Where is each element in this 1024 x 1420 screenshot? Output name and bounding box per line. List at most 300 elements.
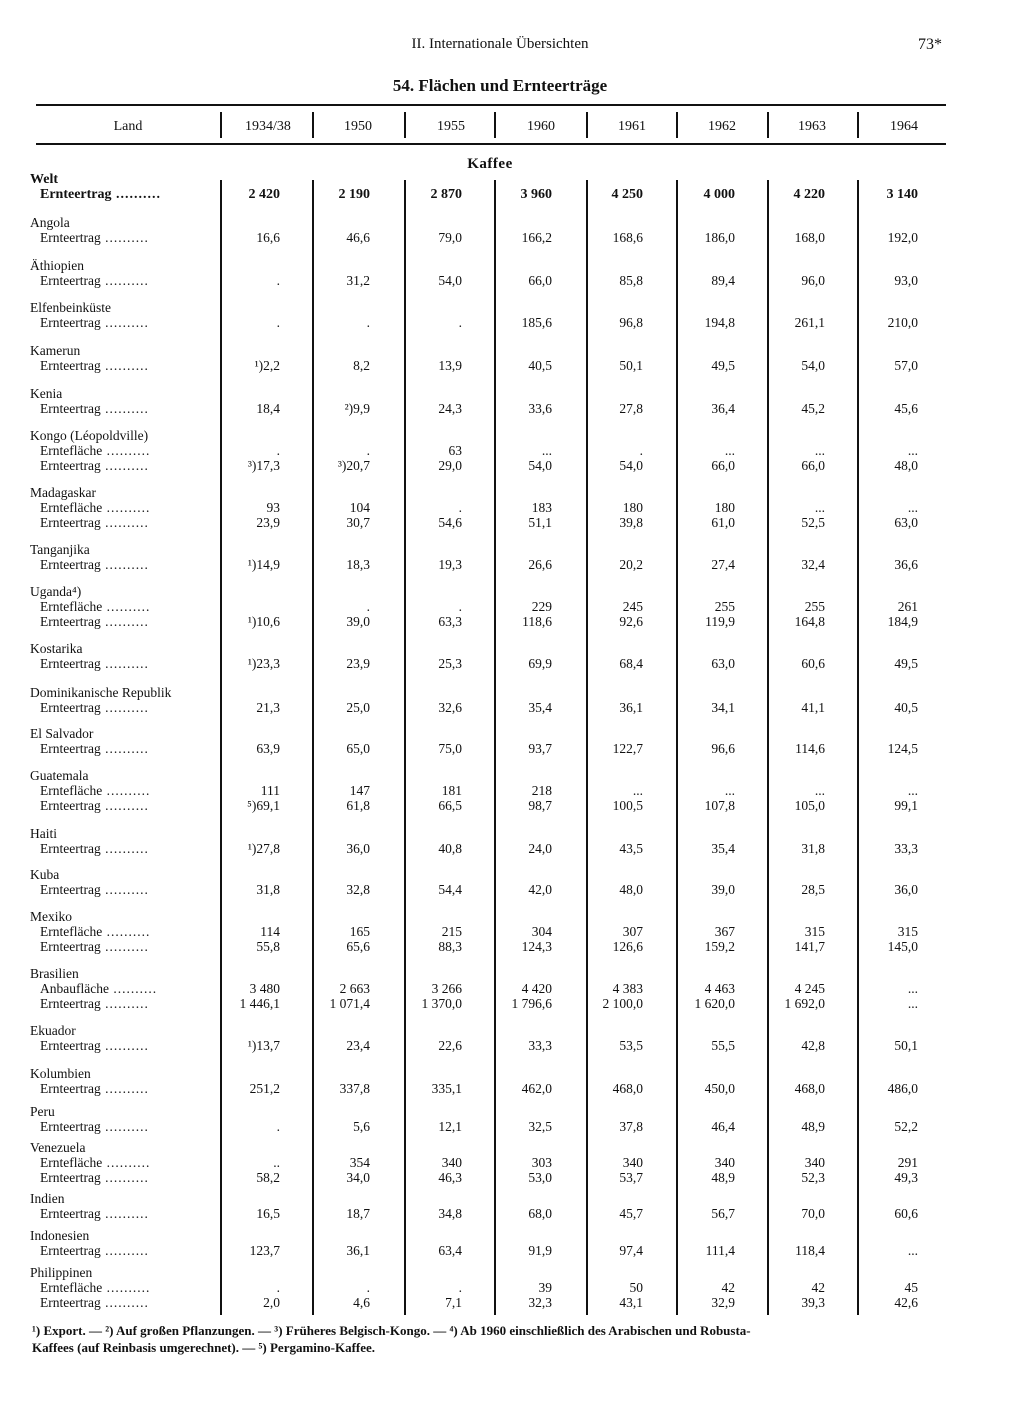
cell-value: 2,0 bbox=[263, 1295, 280, 1310]
cell-value: 23,4 bbox=[346, 1038, 370, 1053]
cell-value: 63,0 bbox=[711, 656, 735, 671]
cell-value: 39,0 bbox=[346, 614, 370, 629]
cell-value: 303 bbox=[531, 1155, 552, 1170]
column-header-year: 1950 bbox=[344, 119, 372, 134]
metric-label-text: Ernteertrag bbox=[40, 1295, 101, 1310]
cell-value: 68,4 bbox=[619, 656, 643, 671]
metric-label bbox=[40, 924, 150, 939]
cell-value: 31,8 bbox=[801, 841, 825, 856]
cell-value: 79,0 bbox=[438, 230, 462, 245]
cell-value: 49,5 bbox=[894, 656, 918, 671]
country-name: El Salvador bbox=[30, 726, 94, 741]
cell-value: 168,6 bbox=[612, 230, 643, 245]
header-bottom-rule bbox=[36, 143, 946, 145]
metric-label-text: Ernteertrag bbox=[40, 741, 101, 756]
cell-value: ... bbox=[907, 783, 918, 798]
cell-value: 34,8 bbox=[438, 1206, 462, 1221]
cell-value: 119,9 bbox=[705, 614, 735, 629]
country-name: Madagaskar bbox=[30, 485, 96, 500]
cell-value: 48,0 bbox=[894, 458, 918, 473]
table-title: 54. Flächen und Ernteerträge bbox=[392, 76, 608, 95]
cell-value: 315 bbox=[897, 924, 918, 939]
cell-value: 291 bbox=[897, 1155, 918, 1170]
metric-label-text: Anbaufläche bbox=[40, 981, 109, 996]
cell-value: 36,1 bbox=[346, 1243, 370, 1258]
metric-label bbox=[40, 1280, 150, 1295]
column-header-year: 1955 bbox=[437, 119, 465, 134]
cell-value: 46,3 bbox=[438, 1170, 462, 1185]
leader-dots: .......... bbox=[102, 599, 151, 614]
cell-value: 63,0 bbox=[894, 515, 918, 530]
cell-value: 50,1 bbox=[619, 358, 643, 373]
cell-value: 48,0 bbox=[619, 882, 643, 897]
cell-value: 4 245 bbox=[794, 981, 825, 996]
metric-label-text: Ernteertrag bbox=[40, 557, 101, 572]
metric-label bbox=[40, 1038, 149, 1053]
cell-value: 66,0 bbox=[711, 458, 735, 473]
cell-value: 46,6 bbox=[346, 230, 370, 245]
cell-value: 3 960 bbox=[520, 187, 552, 202]
cell-value: ... bbox=[541, 443, 552, 458]
country-name: Mexiko bbox=[30, 909, 72, 924]
leader-dots: .......... bbox=[100, 656, 149, 671]
cell-value: 52,3 bbox=[801, 1170, 825, 1185]
column-divider bbox=[586, 112, 588, 138]
metric-label-text: Ernteertrag bbox=[40, 1243, 101, 1258]
cell-value: 4 000 bbox=[703, 187, 735, 202]
cell-value: 7,1 bbox=[445, 1295, 462, 1310]
cell-value: 1 796,6 bbox=[511, 996, 552, 1011]
cell-value: 37,8 bbox=[619, 1119, 643, 1134]
cell-value: ¹)27,8 bbox=[247, 841, 280, 856]
country-name: Dominikanische Republik bbox=[30, 685, 172, 700]
cell-value: 66,0 bbox=[528, 273, 552, 288]
cell-value: 39,8 bbox=[619, 515, 643, 530]
metric-label bbox=[40, 1081, 149, 1096]
cell-value: 49,3 bbox=[894, 1170, 918, 1185]
cell-value: 28,5 bbox=[801, 882, 825, 897]
leader-dots: .......... bbox=[102, 500, 151, 515]
cell-value: 85,8 bbox=[619, 273, 643, 288]
cell-value: 5,6 bbox=[353, 1119, 370, 1134]
metric-label-text: Ernteertrag bbox=[40, 1170, 101, 1185]
cell-value: 61,8 bbox=[346, 798, 370, 813]
cell-value: 32,5 bbox=[528, 1119, 552, 1134]
cell-value: 54,0 bbox=[619, 458, 643, 473]
metric-label-text: Ernteertrag bbox=[40, 939, 101, 954]
country-name: Welt bbox=[30, 172, 58, 187]
country-name: Peru bbox=[30, 1104, 55, 1119]
cell-value: 42 bbox=[721, 1280, 735, 1295]
metric-label-text: Erntefläche bbox=[40, 599, 103, 614]
leader-dots: .......... bbox=[100, 1119, 149, 1134]
cell-value: 75,0 bbox=[438, 741, 462, 756]
column-header-land: Land bbox=[113, 119, 143, 134]
country-name: Guatemala bbox=[30, 768, 89, 783]
cell-value: 19,3 bbox=[438, 557, 462, 572]
cell-value: 18,4 bbox=[256, 401, 280, 416]
leader-dots: .......... bbox=[100, 358, 149, 373]
metric-label-text: Ernteertrag bbox=[40, 656, 101, 671]
metric-label bbox=[40, 315, 149, 330]
cell-value: 36,4 bbox=[711, 401, 735, 416]
metric-label bbox=[40, 1119, 149, 1134]
leader-dots: .......... bbox=[100, 798, 149, 813]
metric-label bbox=[40, 599, 150, 614]
cell-value: 33,3 bbox=[894, 841, 918, 856]
metric-label bbox=[40, 557, 149, 572]
metric-label-text: Ernteertrag bbox=[40, 1119, 101, 1134]
metric-label bbox=[40, 515, 149, 530]
cell-value: 462,0 bbox=[521, 1081, 552, 1096]
cell-value: 2 870 bbox=[430, 187, 462, 202]
metric-label bbox=[40, 1295, 149, 1310]
country-name: Elfenbeinküste bbox=[30, 300, 111, 315]
cell-value: 69,9 bbox=[528, 656, 552, 671]
cell-value: ... bbox=[814, 783, 825, 798]
metric-label-text: Ernteertrag bbox=[40, 315, 101, 330]
cell-value: 52,5 bbox=[801, 515, 825, 530]
cell-value: 31,2 bbox=[346, 273, 370, 288]
cell-value: ... bbox=[907, 981, 918, 996]
cell-value: 63,3 bbox=[438, 614, 462, 629]
cell-value: 32,8 bbox=[346, 882, 370, 897]
cell-value: 12,1 bbox=[438, 1119, 462, 1134]
cell-value: 3 266 bbox=[431, 981, 462, 996]
cell-value: 32,9 bbox=[711, 1295, 735, 1310]
cell-value: 40,8 bbox=[438, 841, 462, 856]
leader-dots: .......... bbox=[100, 315, 149, 330]
cell-value: ¹)23,3 bbox=[247, 656, 280, 671]
cell-value: 124,5 bbox=[887, 741, 918, 756]
cell-value: 39 bbox=[538, 1280, 552, 1295]
cell-value: 1 620,0 bbox=[694, 996, 735, 1011]
cell-value: 55,8 bbox=[256, 939, 280, 954]
cell-value: 65,6 bbox=[346, 939, 370, 954]
cell-value: 4,6 bbox=[353, 1295, 370, 1310]
cell-value: 13,9 bbox=[438, 358, 462, 373]
cell-value: ... bbox=[814, 443, 825, 458]
cell-value: 145,0 bbox=[887, 939, 918, 954]
cell-value: 45,6 bbox=[894, 401, 918, 416]
metric-label bbox=[40, 458, 149, 473]
cell-value: 66,0 bbox=[801, 458, 825, 473]
leader-dots: .......... bbox=[100, 1170, 149, 1185]
cell-value: 50,1 bbox=[894, 1038, 918, 1053]
metric-label-text: Erntefläche bbox=[40, 783, 103, 798]
cell-value: 99,1 bbox=[894, 798, 918, 813]
cell-value: 354 bbox=[349, 1155, 370, 1170]
cell-value: 42,6 bbox=[894, 1295, 918, 1310]
column-divider bbox=[857, 112, 859, 138]
cell-value: 48,9 bbox=[711, 1170, 735, 1185]
cell-value: 16,6 bbox=[256, 230, 280, 245]
leader-dots: .......... bbox=[100, 1295, 149, 1310]
cell-value: 124,3 bbox=[521, 939, 552, 954]
cell-value: 118,4 bbox=[795, 1243, 825, 1258]
metric-label-text: Ernteertrag bbox=[40, 515, 101, 530]
metric-label-text: Ernteertrag bbox=[40, 1206, 101, 1221]
footnotes bbox=[32, 1322, 992, 1356]
country-name: Venezuela bbox=[30, 1140, 86, 1155]
column-divider bbox=[404, 112, 406, 138]
cell-value: 165 bbox=[349, 924, 370, 939]
cell-value: 4 250 bbox=[611, 187, 643, 202]
leader-dots: .......... bbox=[100, 700, 149, 715]
cell-value: . bbox=[458, 599, 462, 614]
cell-value: 4 463 bbox=[704, 981, 735, 996]
cell-value: 2 190 bbox=[338, 187, 370, 202]
section-label: Kaffee bbox=[467, 156, 513, 172]
cell-value: 41,1 bbox=[801, 700, 825, 715]
cell-value: 45 bbox=[904, 1280, 918, 1295]
metric-label bbox=[40, 981, 157, 996]
cell-value: 261,1 bbox=[794, 315, 825, 330]
metric-label-text: Erntefläche bbox=[40, 1280, 103, 1295]
cell-value: 192,0 bbox=[887, 230, 918, 245]
metric-label bbox=[40, 656, 149, 671]
cell-value: 450,0 bbox=[704, 1081, 735, 1096]
cell-value: 92,6 bbox=[619, 614, 643, 629]
metric-label bbox=[40, 841, 149, 856]
cell-value: 26,6 bbox=[528, 557, 552, 572]
cell-value: 340 bbox=[714, 1155, 735, 1170]
column-header-year: 1934/38 bbox=[245, 119, 291, 134]
cell-value: 20,2 bbox=[619, 557, 643, 572]
cell-value: 111 bbox=[260, 783, 280, 798]
cell-value: 39,3 bbox=[801, 1295, 825, 1310]
country-name: Kostarika bbox=[30, 641, 83, 656]
metric-label bbox=[40, 1170, 149, 1185]
cell-value: 304 bbox=[531, 924, 552, 939]
cell-value: 185,6 bbox=[521, 315, 552, 330]
cell-value: 42,8 bbox=[801, 1038, 825, 1053]
cell-value: 2 420 bbox=[248, 187, 280, 202]
leader-dots: .......... bbox=[100, 1038, 149, 1053]
metric-label-text: Ernteertrag bbox=[40, 996, 101, 1011]
cell-value: 63 bbox=[448, 443, 462, 458]
country-name: Äthiopien bbox=[30, 258, 84, 273]
country-name: Kenia bbox=[30, 386, 63, 401]
cell-value: 96,0 bbox=[801, 273, 825, 288]
cell-value: . bbox=[366, 443, 370, 458]
metric-label bbox=[40, 939, 149, 954]
cell-value: . bbox=[458, 1280, 462, 1295]
cell-value: 367 bbox=[714, 924, 735, 939]
cell-value: 183 bbox=[531, 500, 552, 515]
page-number: 73* bbox=[918, 36, 942, 53]
leader-dots: .......... bbox=[100, 515, 149, 530]
leader-dots: .......... bbox=[100, 939, 149, 954]
column-divider bbox=[312, 112, 314, 138]
column-divider bbox=[676, 112, 678, 138]
cell-value: 114,6 bbox=[795, 741, 825, 756]
cell-value: 1 370,0 bbox=[421, 996, 462, 1011]
cell-value: 33,3 bbox=[528, 1038, 552, 1053]
column-header-year: 1960 bbox=[527, 119, 555, 134]
cell-value: 468,0 bbox=[794, 1081, 825, 1096]
cell-value: . bbox=[276, 273, 280, 288]
cell-value: 35,4 bbox=[711, 841, 735, 856]
cell-value: 123,7 bbox=[249, 1243, 280, 1258]
cell-value: 40,5 bbox=[894, 700, 918, 715]
cell-value: . bbox=[276, 1280, 280, 1295]
cell-value: ¹)13,7 bbox=[247, 1038, 280, 1053]
cell-value: 2 663 bbox=[339, 981, 370, 996]
leader-dots: .......... bbox=[102, 1155, 151, 1170]
cell-value: 60,6 bbox=[894, 1206, 918, 1221]
cell-value: 93 bbox=[266, 500, 280, 515]
cell-value: . bbox=[276, 1119, 280, 1134]
cell-value: 63,4 bbox=[438, 1243, 462, 1258]
cell-value: 51,1 bbox=[528, 515, 552, 530]
cell-value: ⁵)69,1 bbox=[247, 798, 280, 813]
cell-value: 126,6 bbox=[612, 939, 643, 954]
country-name: Brasilien bbox=[30, 966, 79, 981]
cell-value: 88,3 bbox=[438, 939, 462, 954]
cell-value: 52,2 bbox=[894, 1119, 918, 1134]
cell-value: 4 220 bbox=[793, 187, 825, 202]
cell-value: 36,6 bbox=[894, 557, 918, 572]
cell-value: 93,0 bbox=[894, 273, 918, 288]
cell-value: 45,7 bbox=[619, 1206, 643, 1221]
cell-value: 45,2 bbox=[801, 401, 825, 416]
metric-label-text: Erntefläche bbox=[40, 443, 103, 458]
cell-value: 315 bbox=[804, 924, 825, 939]
cell-value: 340 bbox=[622, 1155, 643, 1170]
metric-label bbox=[40, 500, 150, 515]
cell-value: 255 bbox=[714, 599, 735, 614]
cell-value: 21,3 bbox=[256, 700, 280, 715]
cell-value: 166,2 bbox=[521, 230, 552, 245]
cell-value: 2 100,0 bbox=[602, 996, 643, 1011]
cell-value: 53,0 bbox=[528, 1170, 552, 1185]
cell-value: 27,4 bbox=[711, 557, 735, 572]
country-name: Kuba bbox=[30, 867, 60, 882]
cell-value: 57,0 bbox=[894, 358, 918, 373]
cell-value: 1 071,4 bbox=[329, 996, 370, 1011]
metric-label-text: Ernteertrag bbox=[40, 700, 101, 715]
footnote-line: Kaffees (auf Reinbasis umgerechnet). — ⁵) Pergamino-Kaffee. bbox=[32, 1340, 376, 1355]
cell-value: 147 bbox=[349, 783, 370, 798]
cell-value: 96,6 bbox=[711, 741, 735, 756]
metric-label bbox=[40, 614, 149, 629]
country-name: Kongo (Léopoldville) bbox=[30, 428, 149, 443]
cell-value: 111,4 bbox=[705, 1243, 735, 1258]
cell-value: . bbox=[366, 599, 370, 614]
cell-value: 164,8 bbox=[794, 614, 825, 629]
table-top-rule bbox=[36, 104, 946, 106]
leader-dots: .......... bbox=[111, 187, 162, 202]
cell-value: 54,0 bbox=[438, 273, 462, 288]
cell-value: 261 bbox=[897, 599, 918, 614]
cell-value: 91,9 bbox=[528, 1243, 552, 1258]
running-head: II. Internationale Übersichten bbox=[411, 36, 589, 52]
metric-label bbox=[40, 1243, 149, 1258]
metric-label-text: Ernteertrag bbox=[40, 1038, 101, 1053]
cell-value: 210,0 bbox=[887, 315, 918, 330]
cell-value: 55,5 bbox=[711, 1038, 735, 1053]
cell-value: 60,6 bbox=[801, 656, 825, 671]
metric-label-text: Ernteertrag bbox=[40, 614, 101, 629]
cell-value: 180 bbox=[714, 500, 735, 515]
cell-value: 42,0 bbox=[528, 882, 552, 897]
cell-value: . bbox=[276, 443, 280, 458]
metric-label-text: Erntefläche bbox=[40, 1155, 103, 1170]
cell-value: 34,1 bbox=[711, 700, 735, 715]
country-name: Tanganjika bbox=[30, 542, 90, 557]
column-header-year: 1964 bbox=[890, 119, 918, 134]
leader-dots: .......... bbox=[108, 981, 158, 996]
cell-value: 54,0 bbox=[801, 358, 825, 373]
cell-value: 46,4 bbox=[711, 1119, 735, 1134]
cell-value: ... bbox=[632, 783, 643, 798]
country-name: Kamerun bbox=[30, 343, 81, 358]
metric-label-text: Ernteertrag bbox=[40, 273, 101, 288]
metric-label bbox=[40, 358, 149, 373]
leader-dots: .......... bbox=[100, 1206, 149, 1221]
cell-value: . bbox=[639, 443, 643, 458]
cell-value: 3 480 bbox=[249, 981, 280, 996]
metric-label-text: Erntefläche bbox=[40, 500, 103, 515]
cell-value: 54,0 bbox=[528, 458, 552, 473]
metric-label bbox=[40, 187, 161, 202]
metric-label bbox=[40, 401, 149, 416]
leader-dots: .......... bbox=[100, 557, 149, 572]
cell-value: 32,4 bbox=[801, 557, 825, 572]
cell-value: 31,8 bbox=[256, 882, 280, 897]
country-name: Kolumbien bbox=[30, 1066, 91, 1081]
cell-value: 36,0 bbox=[894, 882, 918, 897]
country-name: Haiti bbox=[30, 826, 57, 841]
cell-value: 40,5 bbox=[528, 358, 552, 373]
cell-value: ... bbox=[907, 443, 918, 458]
cell-value: 3 140 bbox=[886, 187, 918, 202]
cell-value: 89,4 bbox=[711, 273, 735, 288]
metric-label-text: Ernteertrag bbox=[40, 798, 101, 813]
cell-value: ... bbox=[907, 1243, 918, 1258]
cell-value: ³)20,7 bbox=[337, 458, 370, 473]
metric-label bbox=[40, 230, 149, 245]
cell-value: 53,5 bbox=[619, 1038, 643, 1053]
leader-dots: .......... bbox=[100, 882, 149, 897]
metric-label-text: Ernteertrag bbox=[40, 187, 112, 202]
cell-value: 96,8 bbox=[619, 315, 643, 330]
column-divider bbox=[494, 112, 496, 138]
cell-value: 23,9 bbox=[256, 515, 280, 530]
cell-value: 245 bbox=[622, 599, 643, 614]
cell-value: 43,1 bbox=[619, 1295, 643, 1310]
column-divider bbox=[220, 112, 222, 138]
cell-value: 65,0 bbox=[346, 741, 370, 756]
cell-value: 251,2 bbox=[249, 1081, 280, 1096]
cell-value: 486,0 bbox=[887, 1081, 918, 1096]
metric-label-text: Ernteertrag bbox=[40, 882, 101, 897]
cell-value: . bbox=[366, 315, 370, 330]
metric-label bbox=[40, 1206, 149, 1221]
metric-label-text: Erntefläche bbox=[40, 924, 103, 939]
cell-value: 25,3 bbox=[438, 656, 462, 671]
leader-dots: .......... bbox=[102, 443, 151, 458]
cell-value: 1 692,0 bbox=[784, 996, 825, 1011]
cell-value: 335,1 bbox=[431, 1081, 462, 1096]
cell-value: 27,8 bbox=[619, 401, 643, 416]
cell-value: 468,0 bbox=[612, 1081, 643, 1096]
cell-value: 16,5 bbox=[256, 1206, 280, 1221]
footnote-line: ¹) Export. — ²) Auf großen Pflanzungen. — ³) Früheres Belgisch-Kongo. — ⁴) Ab 1960 einschließlich des Arabischen und Robusta- bbox=[32, 1323, 751, 1338]
cell-value: 36,1 bbox=[619, 700, 643, 715]
cell-value: 8,2 bbox=[353, 358, 370, 373]
